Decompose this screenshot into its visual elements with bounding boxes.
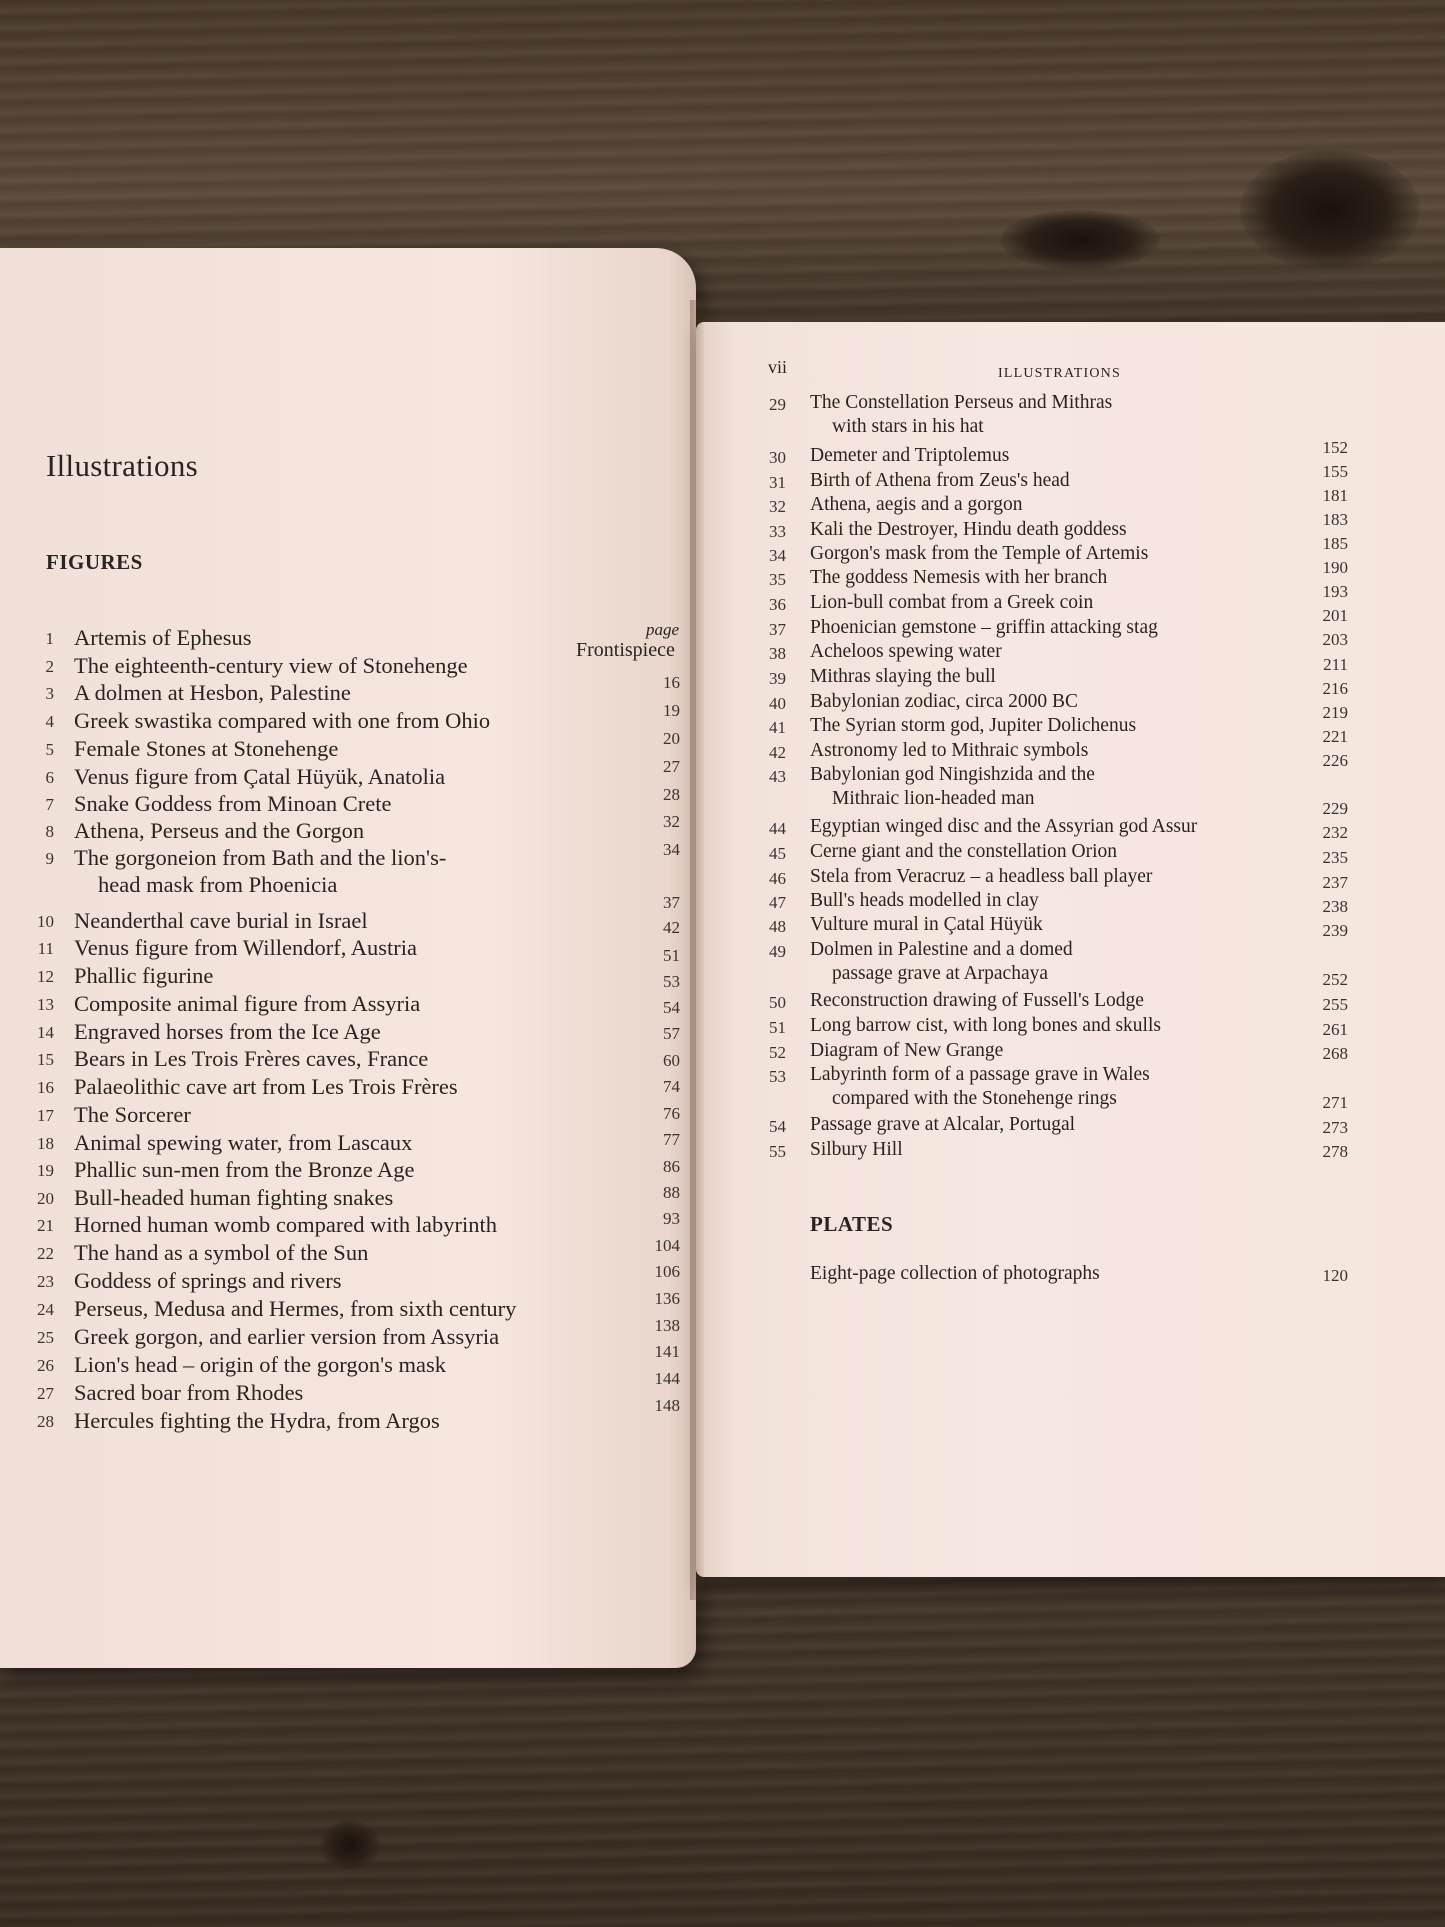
figure-title: Goddess of springs and rivers: [74, 1268, 342, 1293]
figure-number: 34: [769, 546, 786, 565]
figure-title: Bull's heads modelled in clay: [810, 890, 1039, 911]
figure-number: 28: [37, 1412, 54, 1431]
page-number: 221: [1322, 727, 1348, 746]
page-number: 193: [1322, 582, 1348, 601]
figure-number: 10: [37, 912, 54, 931]
figure-number: 40: [769, 694, 786, 713]
page-number: 53: [663, 972, 680, 991]
page-number: 77: [663, 1130, 680, 1149]
page-number: 226: [1322, 751, 1348, 770]
figure-title: Mithras slaying the bull: [810, 666, 996, 687]
page-number: 232: [1322, 823, 1348, 842]
wood-knot: [1000, 210, 1160, 270]
figure-number: 50: [769, 993, 786, 1012]
figure-number: 4: [45, 712, 54, 731]
figure-title: Reconstruction drawing of Fussell's Lodge: [810, 990, 1144, 1011]
figure-title-continuation: head mask from Phoenicia: [98, 872, 338, 897]
figure-title: Babylonian god Ningishzida and the: [810, 764, 1095, 785]
figure-title: Venus figure from Çatal Hüyük, Anatolia: [74, 764, 446, 789]
figure-title: The eighteenth-century view of Stonehenge: [74, 653, 468, 678]
figure-title: Hercules fighting the Hydra, from Argos: [74, 1408, 440, 1433]
figure-title: Venus figure from Willendorf, Austria: [74, 935, 417, 960]
figure-number: 12: [37, 967, 54, 986]
figure-number: 54: [769, 1117, 786, 1136]
plates-page-number: 120: [1322, 1266, 1348, 1285]
page-number: 136: [654, 1289, 680, 1308]
figure-title: Stela from Veracruz – a headless ball player: [810, 866, 1153, 887]
page-number: 60: [663, 1051, 680, 1070]
page-number: 278: [1322, 1142, 1348, 1161]
page-number: 216: [1322, 679, 1348, 698]
figure-title: Female Stones at Stonehenge: [74, 736, 339, 761]
page-number: 57: [663, 1024, 680, 1043]
figure-title: Lion's head – origin of the gorgon's mask: [74, 1352, 447, 1377]
page-number: 237: [1322, 873, 1348, 892]
page-number: 76: [663, 1104, 680, 1123]
page-number: 255: [1322, 995, 1348, 1014]
page-number: 34: [663, 840, 680, 859]
page-number: 42: [663, 918, 680, 937]
figure-title: Palaeolithic cave art from Les Trois Frères: [74, 1074, 458, 1099]
figure-title: Dolmen in Palestine and a domed: [810, 939, 1073, 960]
figure-number: 22: [37, 1244, 54, 1263]
figure-title: The hand as a symbol of the Sun: [74, 1240, 369, 1265]
page-number: 235: [1322, 848, 1348, 867]
figure-title: Passage grave at Alcalar, Portugal: [810, 1114, 1076, 1135]
figure-number: 36: [769, 595, 786, 614]
page-number: 201: [1322, 606, 1348, 625]
page-number: 155: [1322, 462, 1348, 481]
figure-title: Artemis of Ephesus: [74, 625, 252, 650]
figure-title: Lion-bull combat from a Greek coin: [810, 592, 1094, 613]
page-number: 32: [663, 812, 680, 831]
figure-number: 42: [769, 743, 786, 762]
page-number: 229: [1322, 799, 1348, 818]
figure-number: 45: [769, 844, 786, 863]
figure-number: 23: [37, 1272, 54, 1291]
figure-number: 38: [769, 644, 786, 663]
figure-number: 19: [37, 1161, 54, 1180]
figure-title: Athena, aegis and a gorgon: [810, 494, 1023, 515]
page-number: 93: [663, 1209, 680, 1228]
figure-number: 47: [769, 893, 786, 912]
page-number: 252: [1322, 970, 1348, 989]
page-number: 181: [1322, 486, 1348, 505]
figure-number: 27: [37, 1384, 54, 1403]
figure-title: The Constellation Perseus and Mithras: [810, 392, 1113, 413]
figure-number: 55: [769, 1142, 786, 1161]
figure-number: 53: [769, 1067, 786, 1086]
page-number: 190: [1322, 558, 1348, 577]
figure-title: Acheloos spewing water: [810, 641, 1002, 662]
figure-number: 3: [45, 684, 54, 703]
page-number: 20: [663, 729, 680, 748]
figure-title: Silbury Hill: [810, 1139, 903, 1160]
page-number: 28: [663, 785, 680, 804]
page-heading: Illustrations: [46, 448, 198, 483]
page-number: 273: [1322, 1118, 1348, 1137]
plates-item: Eight-page collection of photographs: [810, 1263, 1100, 1284]
figure-number: 15: [37, 1050, 54, 1069]
figure-number: 39: [769, 669, 786, 688]
figure-number: 18: [37, 1134, 54, 1153]
page-column-label: page: [646, 620, 680, 639]
figure-title: Babylonian zodiac, circa 2000 BC: [810, 691, 1079, 712]
figure-title: Bull-headed human fighting snakes: [74, 1185, 394, 1210]
figure-number: 21: [37, 1216, 54, 1235]
figure-title: The goddess Nemesis with her branch: [810, 567, 1108, 588]
figure-title-continuation: passage grave at Arpachaya: [832, 963, 1049, 984]
folio-number: vii: [768, 357, 788, 377]
figure-title: Astronomy led to Mithraic symbols: [810, 740, 1089, 761]
running-head: ILLUSTRATIONS: [998, 366, 1121, 381]
figure-title: Phoenician gemstone – griffin attacking stag: [810, 617, 1158, 638]
figure-title: Bears in Les Trois Frères caves, France: [74, 1046, 429, 1071]
page-number: 203: [1322, 630, 1348, 649]
figures-section-title: FIGURES: [46, 550, 143, 574]
page-number: 88: [663, 1183, 680, 1202]
figure-number: 6: [45, 768, 54, 787]
page-number: 268: [1322, 1044, 1348, 1063]
figure-number: 32: [769, 497, 786, 516]
book-spine-shadow: [690, 300, 704, 1600]
page-number: 51: [663, 946, 680, 965]
figure-number: 43: [769, 767, 786, 786]
figure-number: 13: [37, 995, 54, 1014]
figure-number: 52: [769, 1043, 786, 1062]
figure-number: 33: [769, 522, 786, 541]
figure-number: 11: [37, 939, 54, 958]
figure-title: The gorgoneion from Bath and the lion's-: [74, 845, 447, 870]
figure-title: Gorgon's mask from the Temple of Artemis: [810, 543, 1149, 564]
figure-number: 30: [769, 448, 786, 467]
wood-knot: [320, 1820, 380, 1870]
plates-section-title: PLATES: [810, 1212, 894, 1236]
page-number: 27: [663, 757, 680, 776]
page-number: 211: [1323, 655, 1348, 674]
page-number: 238: [1322, 897, 1348, 916]
figure-title-continuation: with stars in his hat: [832, 416, 984, 437]
figure-number: 5: [45, 740, 54, 759]
figure-title: Demeter and Triptolemus: [810, 445, 1010, 466]
figure-title: Snake Goddess from Minoan Crete: [74, 791, 392, 816]
figure-title: The Syrian storm god, Jupiter Dolichenus: [810, 715, 1137, 736]
figure-title: Phallic figurine: [74, 963, 214, 988]
page-number: 271: [1322, 1093, 1348, 1112]
page-number: 16: [663, 673, 680, 692]
page-number: 106: [654, 1262, 680, 1281]
figure-title: Kali the Destroyer, Hindu death goddess: [810, 519, 1127, 540]
figure-number: 14: [37, 1023, 54, 1042]
figure-title: Vulture mural in Çatal Hüyük: [810, 914, 1043, 935]
figure-number: 44: [769, 819, 786, 838]
page-number: 104: [654, 1236, 680, 1255]
figure-number: 49: [769, 942, 786, 961]
figure-title-continuation: Mithraic lion-headed man: [832, 788, 1035, 809]
figure-title: Neanderthal cave burial in Israel: [74, 908, 368, 933]
figure-number: 1: [45, 629, 54, 648]
page-number: 74: [663, 1077, 680, 1096]
page-number: 37: [663, 893, 680, 912]
figure-number: 8: [45, 822, 54, 841]
figure-title: Greek swastika compared with one from Ohio: [74, 708, 491, 733]
figure-title: Perseus, Medusa and Hermes, from sixth century: [74, 1296, 517, 1321]
figure-number: 46: [769, 869, 786, 888]
figure-number: 25: [37, 1328, 54, 1347]
page-number: 148: [654, 1396, 680, 1415]
figure-title: Greek gorgon, and earlier version from Assyria: [74, 1324, 500, 1349]
figure-title: Birth of Athena from Zeus's head: [810, 470, 1070, 491]
figure-number: 9: [45, 849, 54, 868]
frontispiece-label: Frontispiece: [576, 639, 675, 661]
page-number: 183: [1322, 510, 1348, 529]
page-number: 239: [1322, 921, 1348, 940]
page-number: 19: [663, 701, 680, 720]
figure-title: A dolmen at Hesbon, Palestine: [74, 680, 351, 705]
figure-title: Cerne giant and the constellation Orion: [810, 841, 1118, 862]
figure-title: Long barrow cist, with long bones and skulls: [810, 1015, 1161, 1036]
wood-knot: [1240, 150, 1420, 270]
page-number: 261: [1322, 1020, 1348, 1039]
figure-number: 24: [37, 1300, 54, 1319]
figure-number: 7: [45, 795, 54, 814]
figure-title: The Sorcerer: [74, 1102, 191, 1127]
figure-number: 51: [769, 1018, 786, 1037]
figure-number: 2: [45, 657, 54, 676]
figure-title: Athena, Perseus and the Gorgon: [74, 818, 365, 843]
page-number: 141: [654, 1342, 680, 1361]
figure-title: Engraved horses from the Ice Age: [74, 1019, 381, 1044]
figure-number: 41: [769, 718, 786, 737]
figure-title: Sacred boar from Rhodes: [74, 1380, 304, 1405]
page-number: 86: [663, 1157, 680, 1176]
figure-title: Horned human womb compared with labyrinth: [74, 1212, 498, 1237]
page-number: 152: [1322, 438, 1348, 457]
figure-number: 17: [37, 1106, 54, 1125]
figure-number: 16: [37, 1078, 54, 1097]
figure-title: Diagram of New Grange: [810, 1040, 1004, 1061]
figure-number: 48: [769, 917, 786, 936]
page-number: 185: [1322, 534, 1348, 553]
figure-number: 35: [769, 570, 786, 589]
page-number: 138: [654, 1316, 680, 1335]
figure-title: Egyptian winged disc and the Assyrian god Assur: [810, 816, 1198, 837]
figure-number: 37: [769, 620, 786, 639]
figure-title: Labyrinth form of a passage grave in Wales: [810, 1064, 1150, 1085]
page-number: 219: [1322, 703, 1348, 722]
figure-title-continuation: compared with the Stonehenge rings: [832, 1088, 1117, 1109]
figure-title: Animal spewing water, from Lascaux: [74, 1130, 413, 1155]
figure-title: Phallic sun-men from the Bronze Age: [74, 1157, 415, 1182]
page-number: 144: [654, 1369, 680, 1388]
figure-number: 26: [37, 1356, 54, 1375]
page-number: 54: [663, 998, 680, 1017]
figure-number: 29: [769, 395, 786, 414]
figure-number: 20: [37, 1189, 54, 1208]
figure-title: Composite animal figure from Assyria: [74, 991, 421, 1016]
figure-number: 31: [769, 473, 786, 492]
